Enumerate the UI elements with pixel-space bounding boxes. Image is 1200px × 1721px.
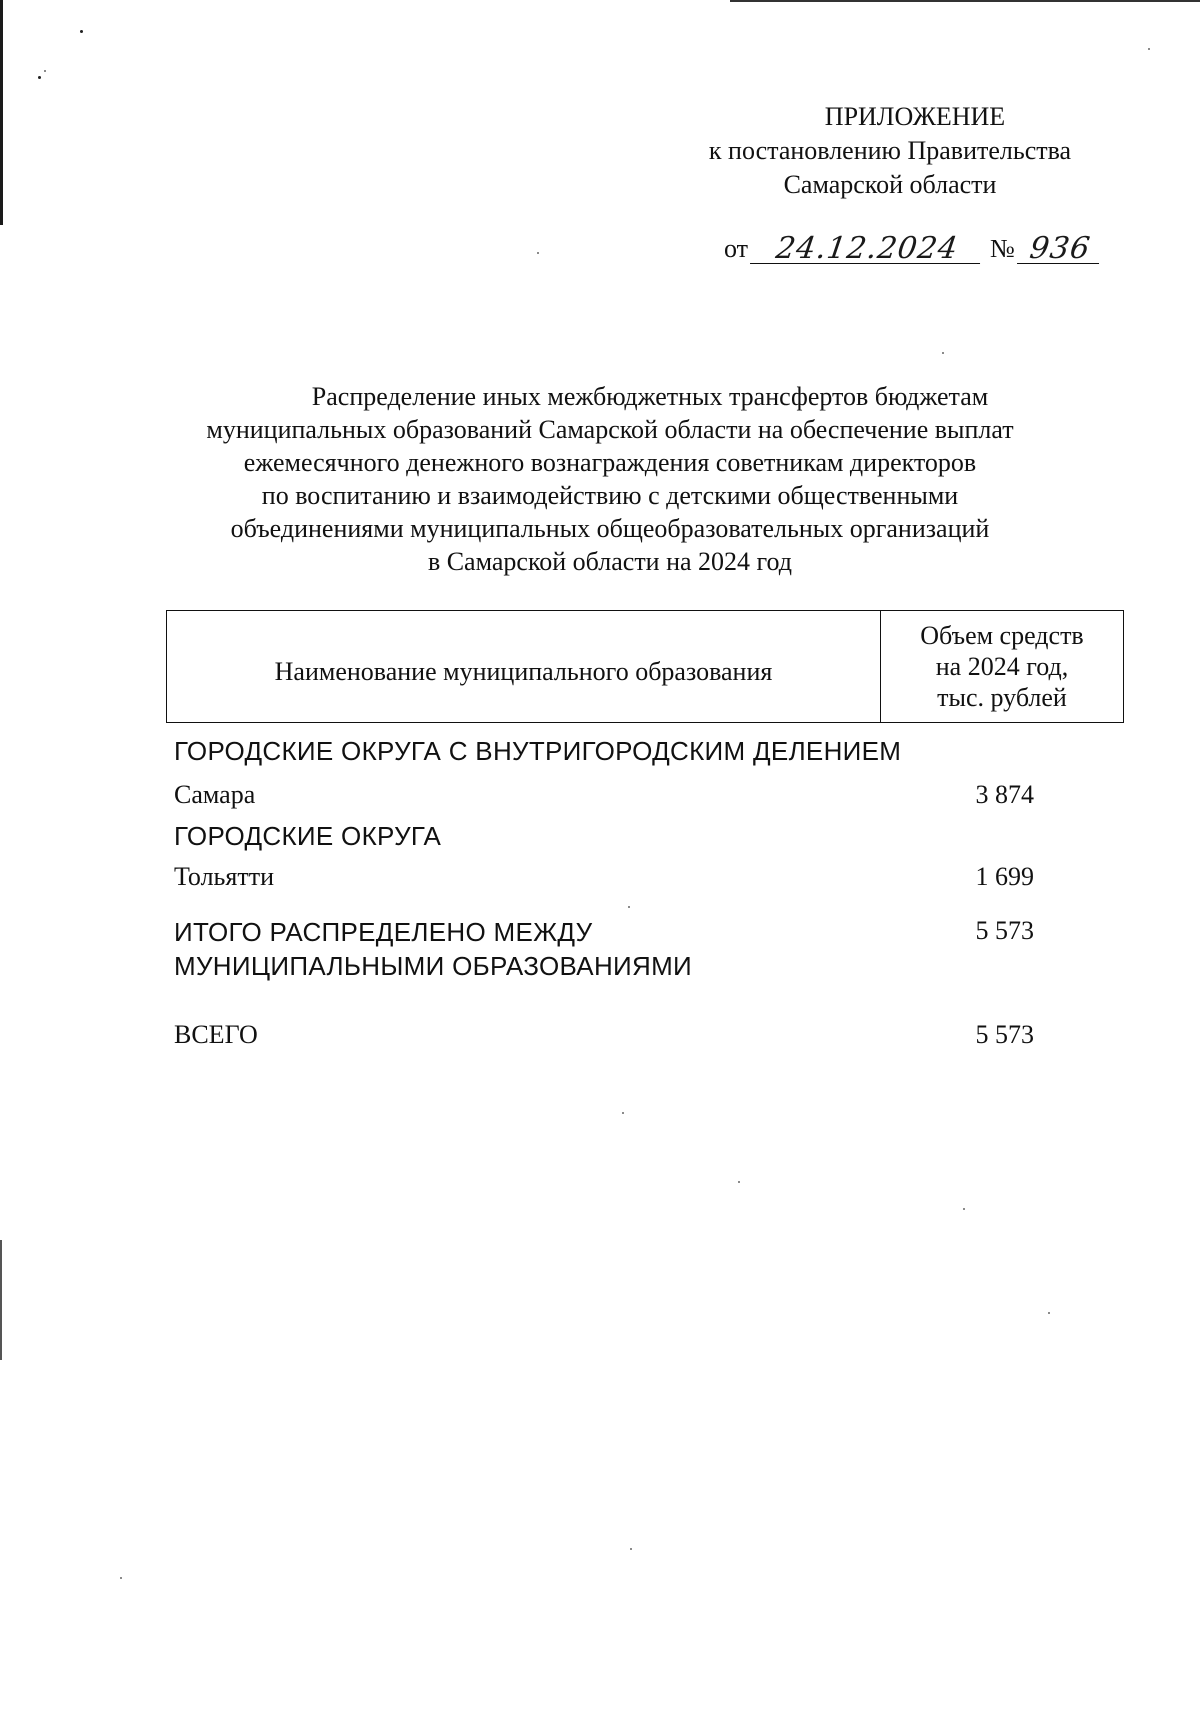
municipality-name: Тольятти — [174, 862, 275, 891]
scan-speck — [1148, 48, 1150, 50]
amount-header-line: на 2024 год, — [935, 652, 1069, 681]
municipality-amount: 1 699 — [975, 862, 1034, 891]
scan-speck — [963, 1208, 965, 1210]
decree-number: 936 — [1017, 235, 1103, 264]
scan-speck — [1048, 1312, 1050, 1314]
appendix-subtitle: к постановлению Правительства — [708, 136, 1072, 165]
section-heading: ГОРОДСКИЕ ОКРУГА С ВНУТРИГОРОДСКИМ ДЕЛЕНИЕМ — [174, 736, 902, 766]
decree-date-line — [724, 231, 1101, 266]
scan-speck — [942, 352, 944, 354]
document-title — [160, 380, 1060, 578]
column-header-name: Наименование муниципального образования — [167, 611, 881, 722]
scan-speck — [44, 70, 46, 72]
column-header-amount — [881, 611, 1123, 722]
scan-top-line — [730, 0, 1200, 2]
scan-edge-mark — [0, 0, 3, 225]
subtotal-label-line: МУНИЦИПАЛЬНЫМИ ОБРАЗОВАНИЯМИ — [174, 951, 693, 981]
table-body — [174, 735, 1114, 1051]
number-prefix: № — [990, 234, 1015, 263]
subtotal-amount: 5 573 — [975, 916, 1034, 945]
scan-speck — [38, 76, 41, 79]
scan-edge-mark — [0, 1240, 2, 1360]
scan-speck — [738, 1181, 740, 1183]
section-heading-row — [174, 820, 1114, 852]
section-heading-row — [174, 735, 1114, 767]
title-line: в Самарской области на 2024 год — [427, 547, 793, 576]
table-row — [174, 861, 1114, 893]
section-heading: ГОРОДСКИЕ ОКРУГА — [174, 821, 442, 851]
total-amount: 5 573 — [975, 1020, 1034, 1049]
municipality-name: Самара — [174, 780, 256, 809]
title-line: Распределение иных межбюджетных трансфертов бюджетам — [311, 382, 989, 411]
scan-speck — [630, 1548, 632, 1550]
appendix-title: ПРИЛОЖЕНИЕ — [824, 102, 1006, 131]
total-label: ВСЕГО — [174, 1020, 258, 1049]
appendix-header — [660, 100, 1120, 202]
subtotal-label-line: ИТОГО РАСПРЕДЕЛЕНО МЕЖДУ — [174, 917, 593, 947]
scan-speck — [80, 30, 83, 33]
date-prefix: от — [724, 234, 749, 263]
table-row — [174, 779, 1114, 811]
title-line: по воспитанию и взаимодействию с детскими общественными — [261, 481, 959, 510]
scan-speck — [622, 1112, 624, 1114]
amount-header-line: тыс. рублей — [937, 683, 1067, 712]
title-line: ежемесячного денежного вознаграждения советникам директоров — [243, 448, 977, 477]
scan-speck — [120, 1577, 122, 1579]
subtotal-row — [174, 915, 1114, 983]
municipality-amount: 3 874 — [975, 780, 1034, 809]
decree-date: 24.12.2024 — [750, 235, 984, 264]
amount-header-line: Объем средств — [920, 621, 1084, 650]
scan-speck — [537, 252, 539, 254]
appendix-region: Самарской области — [783, 170, 997, 199]
table-header — [166, 610, 1124, 723]
total-row — [174, 1019, 1114, 1051]
subtotal-label — [174, 915, 692, 983]
title-line: муниципальных образований Самарской области на обеспечение выплат — [206, 415, 1014, 444]
title-line: объединениями муниципальных общеобразовательных организаций — [230, 514, 990, 543]
